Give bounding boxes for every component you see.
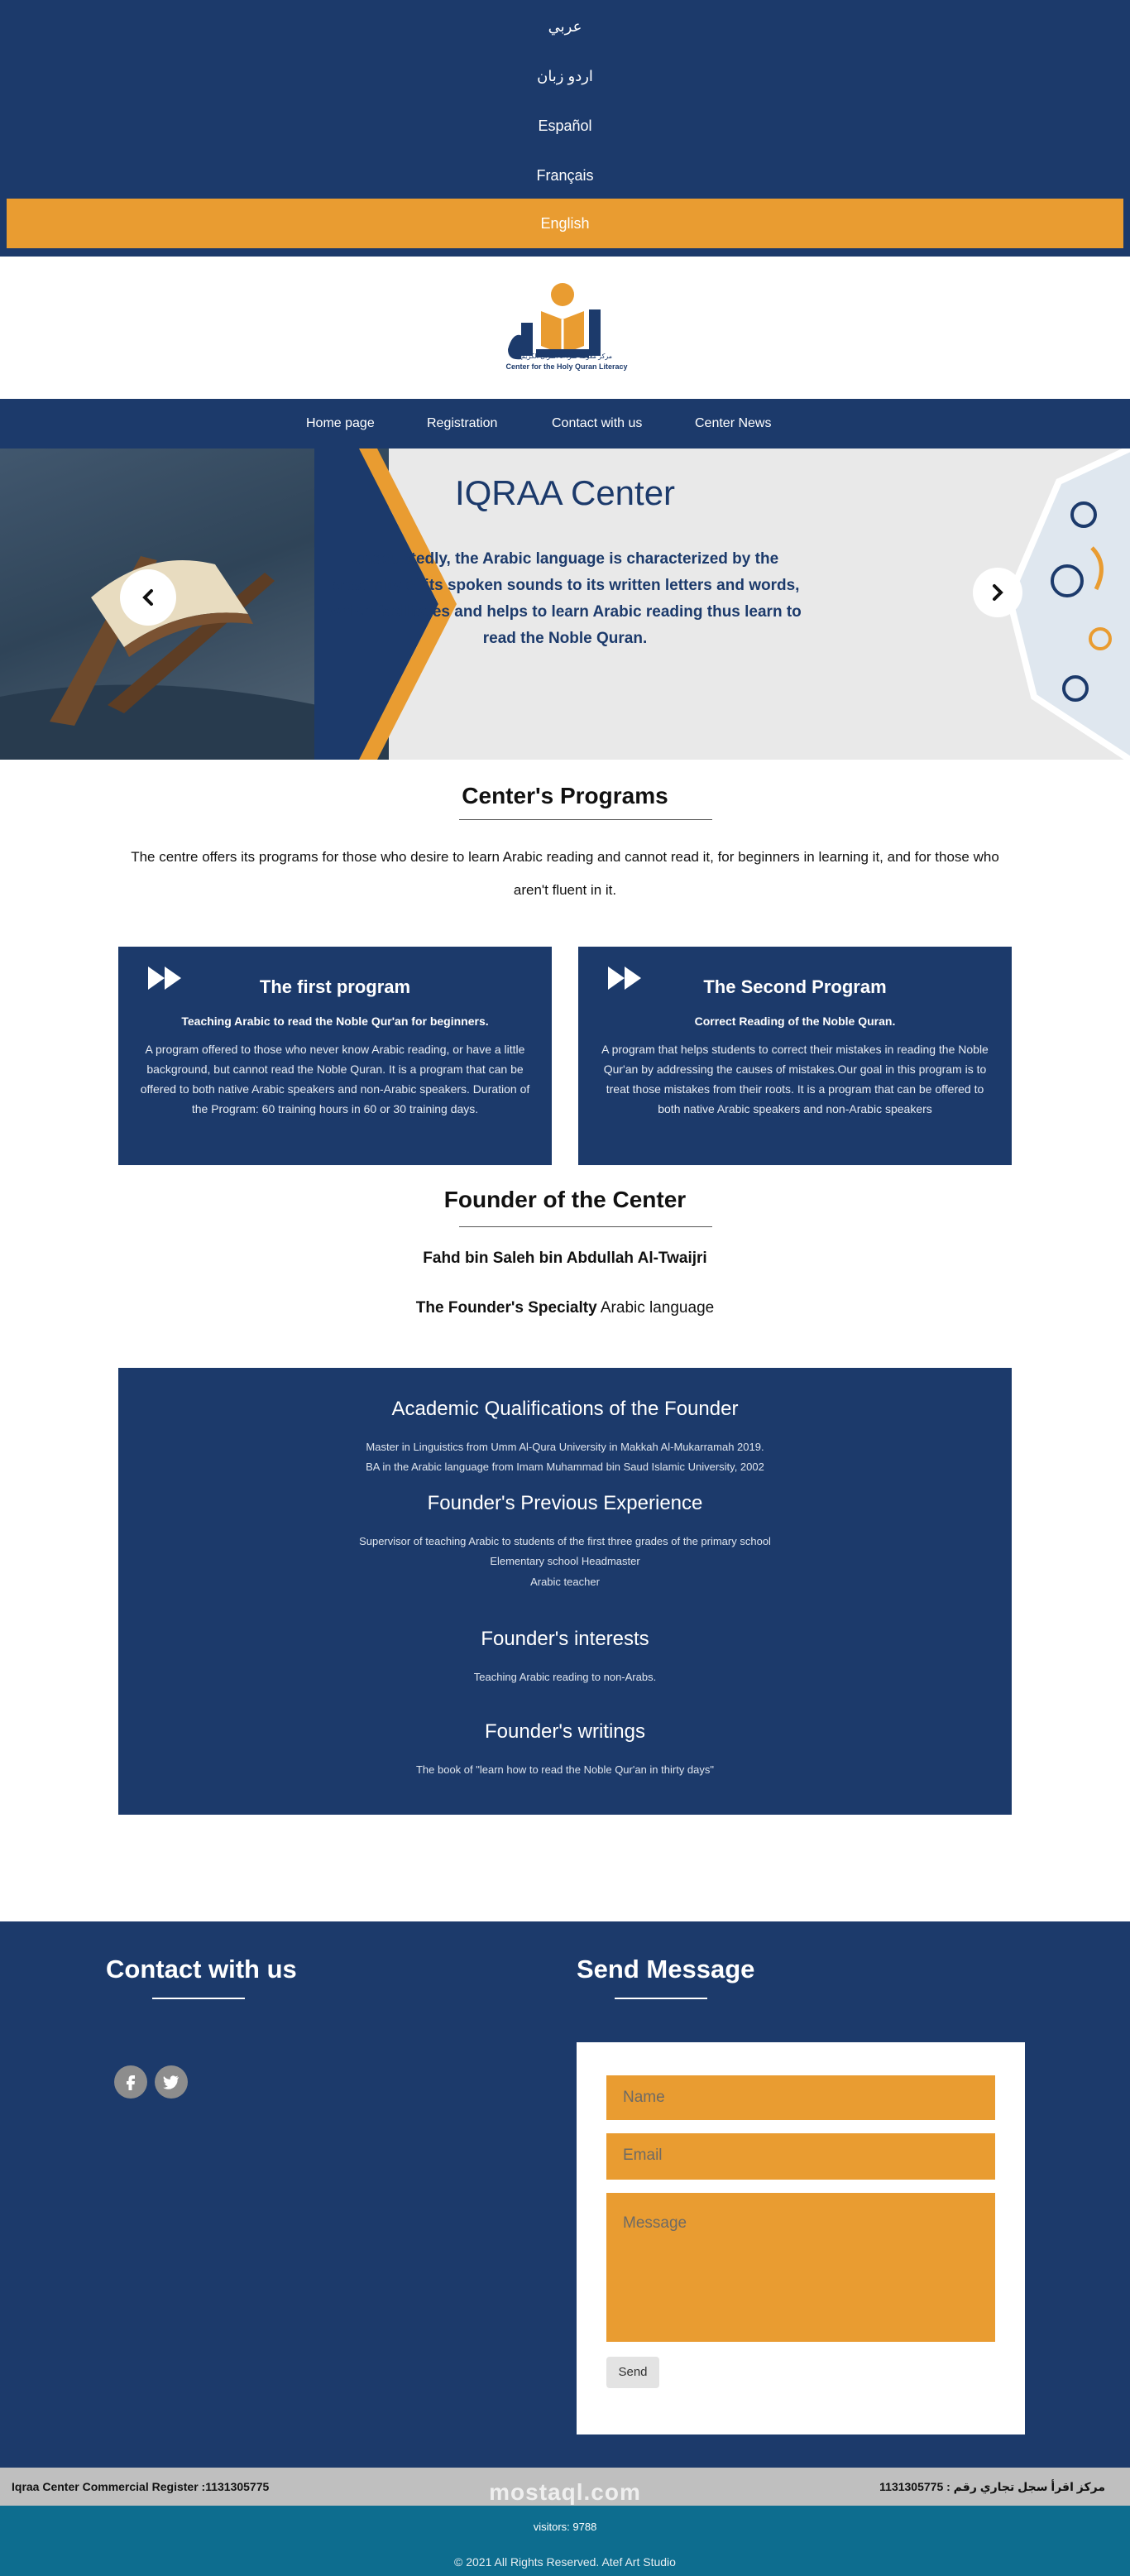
program-card-first (118, 947, 552, 1165)
message-title-underline (615, 1998, 707, 1999)
nav-news[interactable]: Center News (695, 416, 772, 430)
founder-specialty-value: Arabic language (600, 1299, 715, 1317)
programs-title: Center's Programs (462, 783, 668, 808)
watermark: mostaql.com (489, 2479, 641, 2505)
logo-arabic-caption: مركز مقومة لقراءة القرآن الكريم (520, 353, 613, 360)
program-title: The first program (259, 976, 411, 997)
experience-item: Supervisor of teaching Arabic to students of the first three grades of the primary school (359, 1535, 771, 1547)
logo-caption: Center for the Holy Quran Literacy (505, 362, 628, 371)
experience-item: Arabic teacher (530, 1576, 600, 1588)
register-text-english: Iqraa Center Commercial Register :1131305775 (12, 2480, 270, 2493)
message-form (577, 2042, 1025, 2434)
register-text-arabic: مركز اقرأ سجل تجاري رقم : 1131305775 (879, 2480, 1105, 2493)
hero-slider (0, 449, 1130, 760)
founder-title-underline (459, 1226, 712, 1227)
founder-details-box (118, 1368, 1012, 1815)
contact-title: Contact with us (106, 1955, 297, 1984)
nav-registration[interactable]: Registration (427, 416, 498, 430)
hero-title: IQRAA Center (454, 473, 676, 512)
slider-next-button[interactable] (973, 568, 1022, 617)
message-field[interactable] (606, 2193, 995, 2342)
email-placeholder: Email (623, 2147, 663, 2164)
chevron-right-icon (973, 568, 1022, 617)
name-field[interactable] (606, 2075, 995, 2120)
message-title: Send Message (577, 1955, 755, 1984)
visitor-counter: visitors: 9788 (533, 2521, 597, 2533)
twitter-icon (155, 2065, 188, 2099)
language-spanish[interactable]: Español (538, 118, 592, 134)
language-urdu[interactable]: اردو زبان (537, 68, 593, 84)
program-title: The Second Program (703, 976, 887, 997)
contact-title-underline (152, 1998, 245, 1999)
program-subtitle: Teaching Arabic to read the Noble Qur'an for beginners. (181, 1015, 489, 1028)
interests-heading: Founder's interests (481, 1628, 649, 1650)
founder-name: Fahd bin Saleh bin Abdullah Al-Twaijri (423, 1250, 707, 1267)
qualification-item: Master in Linguistics from Umm Al-Qura University in Makkah Al-Mukarramah 2019. (366, 1441, 764, 1453)
nav-home[interactable]: Home page (306, 416, 375, 430)
language-english[interactable]: English (7, 199, 1123, 248)
founder-title: Founder of the Center (443, 1187, 687, 1212)
founder-specialty (0, 1299, 1130, 1317)
chevron-left-icon (120, 569, 176, 626)
writing-item: The book of "learn how to read the Noble Qur'an in thirty days" (415, 1763, 715, 1776)
slider-prev-button[interactable] (120, 569, 176, 626)
twitter-button[interactable] (155, 2065, 188, 2099)
experience-item: Elementary school Headmaster (490, 1555, 640, 1567)
bottom-footer (0, 2506, 1130, 2576)
experience-heading: Founder's Previous Experience (427, 1492, 703, 1514)
email-field[interactable] (606, 2133, 995, 2180)
interest-item: Teaching Arabic reading to non-Arabs. (473, 1671, 657, 1683)
program-description: A program that helps students to correct their mistakes in reading the Noble Qur'an by addressing the causes of mistakes.Our goal in this program is to treat those mistakes from their roots. It is a program that can be offered to both native Arabic speakers and non-Arabic speakers (601, 1043, 989, 1115)
language-bar (0, 0, 1130, 257)
writings-heading: Founder's writings (485, 1720, 645, 1743)
name-placeholder: Name (623, 2089, 665, 2106)
language-french[interactable]: Français (536, 167, 594, 184)
qualifications-heading: Academic Qualifications of the Founder (391, 1398, 739, 1420)
founder-specialty-label: The Founder's Specialty (415, 1299, 597, 1317)
program-subtitle: Correct Reading of the Noble Quran. (694, 1015, 896, 1028)
program-card-second (578, 947, 1012, 1165)
programs-title-underline (459, 819, 712, 820)
nav-contact[interactable]: Contact with us (552, 416, 643, 430)
facebook-icon (114, 2065, 147, 2099)
logo-area (0, 257, 1130, 399)
message-placeholder: Message (623, 2214, 687, 2232)
iqraa-logo[interactable] (496, 273, 637, 389)
programs-intro: The centre offers its programs for those who desire to learn Arabic reading and cannot read it, for beginners in learning it, and for those who aren't fluent in it. (131, 849, 999, 898)
qualification-item: BA in the Arabic language from Imam Muhammad bin Saud Islamic University, 2002 (366, 1461, 764, 1473)
program-description: A program offered to those who never know Arabic reading, or have a little background, but cannot read the Noble Quran. It is a program that can be offered to both native Arabic speakers and non-Arabic speakers. Duration of the Program: 60 training hours in 60 or 30 training days. (140, 1043, 530, 1115)
copyright: © 2021 All Rights Reserved. Atef Art Studio (454, 2555, 676, 2569)
hero-text: Undoubtedly, the Arabic language is characterized by the proximity of its spoken sounds to its written letters and words, which facilitates and helps to learn Arabic reading thus learn to read the Noble Quran. (328, 550, 802, 647)
facebook-button[interactable] (114, 2065, 147, 2099)
main-nav (0, 399, 1130, 449)
language-arabic[interactable]: عربي (548, 18, 582, 35)
contact-section (0, 1921, 1130, 2468)
send-button[interactable]: Send (606, 2357, 659, 2388)
